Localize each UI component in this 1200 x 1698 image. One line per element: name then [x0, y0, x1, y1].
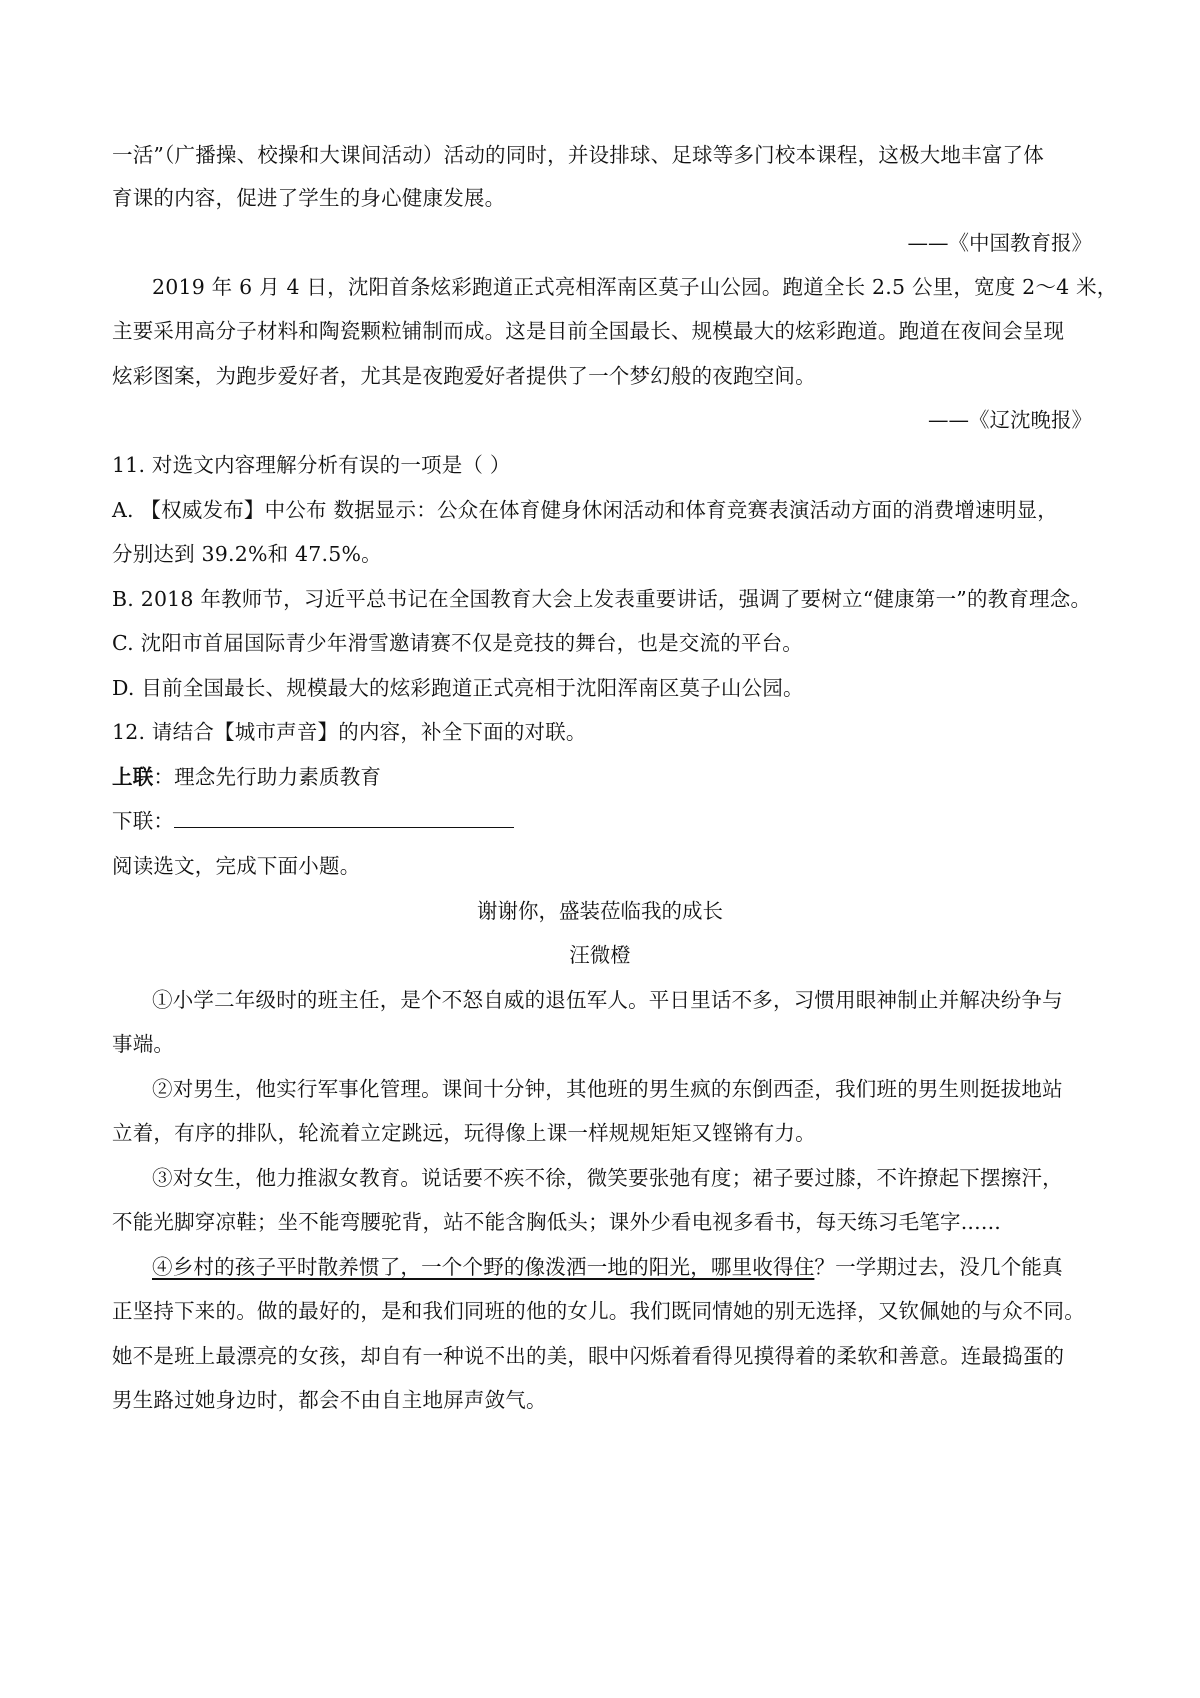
section-4-line-4: 男生路过她身边时，都会不由自主地屏声敛气。 — [112, 1388, 547, 1412]
question-11-option-a-line-2: 分别达到 39.2%和 47.5%。 — [112, 542, 382, 566]
question-12-stem: 12. 请结合【城市声音】的内容，补全下面的对联。 — [112, 720, 587, 744]
section-2-line-1: ②对男生，他实行军事化管理。课间十分钟，其他班的男生疯的东倒西歪，我们班的男生则挺拔地站 — [152, 1077, 1063, 1101]
source-liaoshen-evening-news: ——《辽沈晚报》 — [928, 408, 1092, 432]
paragraph-1-line-2: 育课的内容，促进了学生的身心健康发展。 — [112, 186, 506, 210]
source-china-education-daily: ——《中国教育报》 — [907, 231, 1092, 255]
section-4-underlined-sentence: ④乡村的孩子平时散养惯了，一个个野的像泼洒一地的阳光，哪里收得住 — [152, 1255, 815, 1279]
section-4-line-1 — [152, 1253, 1132, 1281]
section-1-line-2: 事端。 — [112, 1032, 175, 1056]
section-4-line-1-rest: ？一学期过去，没几个能真 — [814, 1255, 1063, 1279]
couplet-answer-blank[interactable] — [174, 807, 514, 828]
couplet-upper-label: 上联 — [112, 765, 154, 789]
couplet-lower-label: 下联： — [112, 809, 175, 833]
couplet-lower — [112, 807, 1092, 835]
question-11-stem: 11. 对选文内容理解分析有误的一项是（ ） — [112, 453, 511, 477]
couplet-upper — [112, 763, 1092, 791]
question-11-option-d: D. 目前全国最长、规模最大的炫彩跑道正式亮相于沈阳浑南区莫子山公园。 — [112, 676, 804, 700]
paragraph-2-line-2: 主要采用高分子材料和陶瓷颗粒铺制而成。这是目前全国最长、规模最大的炫彩跑道。跑道在夜间会呈现 — [112, 319, 1065, 343]
reading-instruction: 阅读选文，完成下面小题。 — [112, 854, 361, 878]
couplet-upper-text: ：理念先行助力素质教育 — [153, 765, 382, 789]
paragraph-2-line-1: 2019 年 6 月 4 日，沈阳首条炫彩跑道正式亮相浑南区莫子山公园。跑道全长 2.5 公里，宽度 2～4 米， — [152, 275, 1118, 299]
article-author: 汪微橙 — [569, 943, 631, 967]
section-3-line-1: ③对女生，他力推淑女教育。说话要不疾不徐，微笑要张弛有度；裙子要过膝，不许撩起下摆擦汗， — [152, 1166, 1063, 1190]
question-11-option-c: C. 沈阳市首届国际青少年滑雪邀请赛不仅是竞技的舞台，也是交流的平台。 — [112, 631, 803, 655]
paragraph-1-line-1: 一活”（广播操、校操和大课间活动）活动的同时，并设排球、足球等多门校本课程，这极大地丰富了体 — [112, 143, 1044, 167]
section-3-line-2: 不能光脚穿凉鞋；坐不能弯腰驼背，站不能含胸低头；课外少看电视多看书，每天练习毛笔字...... — [112, 1210, 1001, 1234]
question-11-option-b: B. 2018 年教师节，习近平总书记在全国教育大会上发表重要讲话，强调了要树立“健康第一”的教育理念。 — [112, 587, 1092, 611]
section-4-line-2: 正坚持下来的。做的最好的，是和我们同班的他的女儿。我们既同情她的别无选择，又钦佩她的与众不同。 — [112, 1299, 1085, 1323]
question-11-option-a-line-1: A. 【权威发布】中公布 数据显示：公众在体育健身休闲活动和体育竞赛表演活动方面的消费增速明显， — [112, 498, 1058, 522]
section-4-line-3: 她不是班上最漂亮的女孩，却自有一种说不出的美，眼中闪烁着看得见摸得着的柔软和善意。连最捣蛋的 — [112, 1344, 1065, 1368]
section-2-line-2: 立着，有序的排队，轮流着立定跳远，玩得像上课一样规规矩矩又铿锵有力。 — [112, 1121, 816, 1145]
section-1-line-1: ①小学二年级时的班主任，是个不怒自威的退伍军人。平日里话不多，习惯用眼神制止并解决纷争与 — [152, 988, 1063, 1012]
article-title: 谢谢你，盛装莅临我的成长 — [477, 899, 723, 923]
paragraph-2-line-3: 炫彩图案，为跑步爱好者，尤其是夜跑爱好者提供了一个梦幻般的夜跑空间。 — [112, 364, 816, 388]
